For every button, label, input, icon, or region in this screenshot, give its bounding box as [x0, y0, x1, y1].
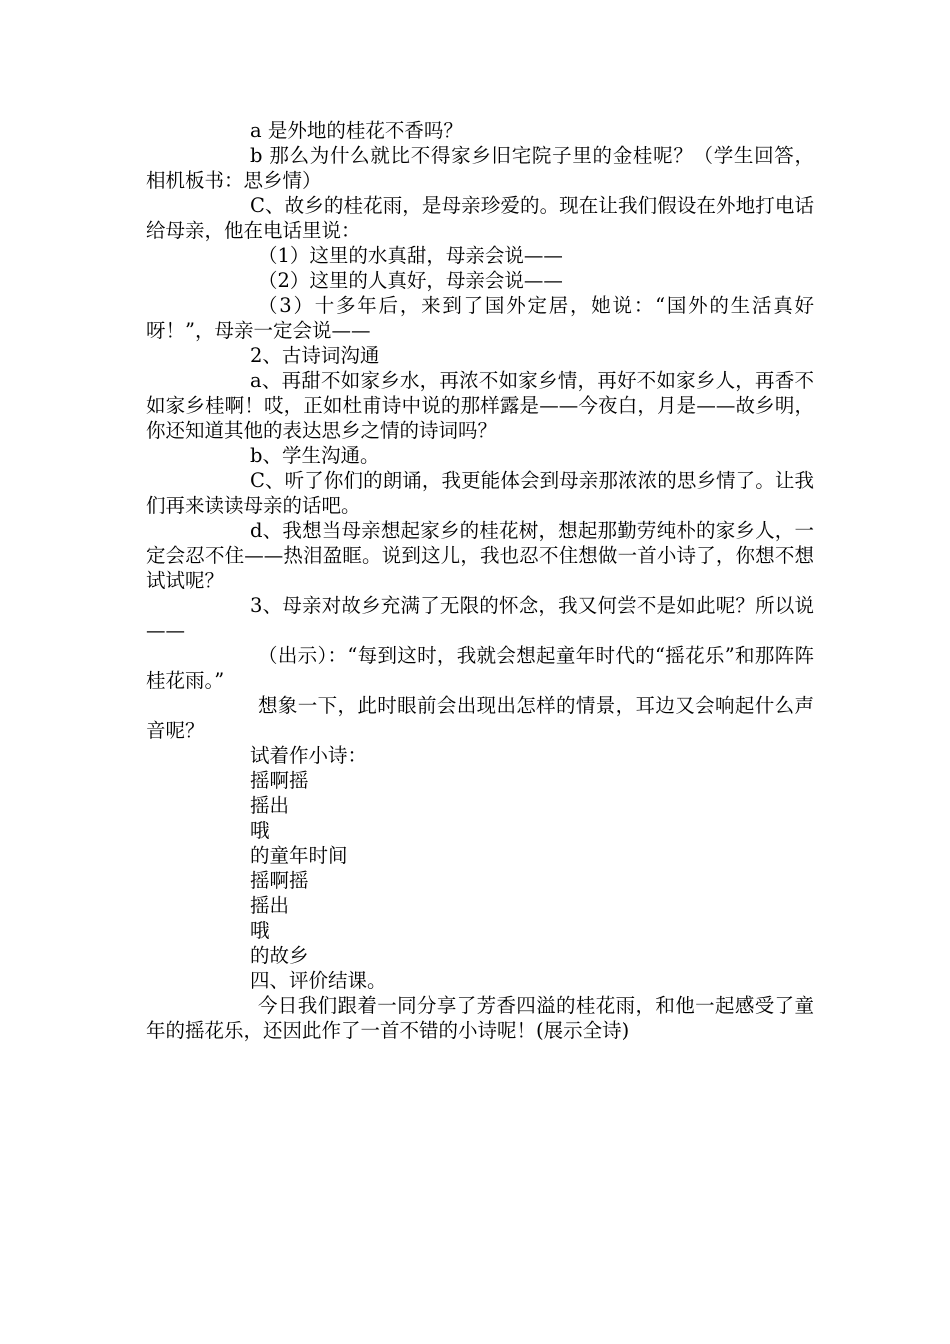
poem-line: 摇出	[250, 894, 290, 917]
poem-line: 试着作小诗：	[250, 744, 368, 767]
poem-line: 摇啊摇	[250, 869, 309, 892]
poem-line: 摇啊摇	[250, 769, 309, 792]
section-heading: 2、古诗词沟通	[250, 344, 380, 367]
poem-line: 摇出	[250, 794, 290, 817]
paragraph: b、学生沟通。	[250, 444, 380, 467]
paragraph: 想象一下，此时眼前会出现出怎样的情景，耳边又会响起什么声音呢？	[146, 694, 814, 742]
paragraph: C、听了你们的朗诵，我更能体会到母亲那浓浓的思乡情了。让我们再来读读母亲的话吧。	[146, 469, 814, 517]
paragraph: a、再甜不如家乡水，再浓不如家乡情，再好不如家乡人，再香不如家乡桂啊！哎，正如杜甫诗中说的那样露是——今夜白，月是——故乡明，你还知道其他的表达思乡之情的诗词吗？	[146, 369, 814, 442]
paragraph: a 是外地的桂花不香吗？	[250, 119, 463, 142]
paragraph: 3、母亲对故乡充满了无限的怀念，我又何尝不是如此呢？所以说——	[146, 594, 814, 642]
paragraph: C、故乡的桂花雨，是母亲珍爱的。现在让我们假设在外地打电话给母亲，他在电话里说：	[146, 194, 814, 242]
section-heading: 四、评价结课。	[250, 969, 387, 992]
poem-line: 的童年时间	[250, 844, 348, 867]
poem-line: 的故乡	[250, 944, 309, 967]
document-body	[146, 118, 814, 1043]
poem-line: 哦	[250, 919, 270, 942]
paragraph: （出示）：“每到这时，我就会想起童年时代的“摇花乐”和那阵阵桂花雨。”	[146, 644, 814, 692]
paragraph: （3）十多年后，来到了国外定居，她说：“国外的生活真好呀！”，母亲一定会说——	[146, 294, 814, 342]
paragraph: b 那么为什么就比不得家乡旧宅院子里的金桂呢？（学生回答，相机板书：思乡情）	[146, 144, 814, 192]
paragraph: （2）这里的人真好，母亲会说——	[258, 269, 563, 292]
paragraph: （1）这里的水真甜，母亲会说——	[258, 244, 563, 267]
closing-paragraph: 今日我们跟着一同分享了芳香四溢的桂花雨，和他一起感受了童年的摇花乐，还因此作了一首不错的小诗呢！(展示全诗)	[146, 994, 814, 1042]
paragraph: d、我想当母亲想起家乡的桂花树，想起那勤劳纯朴的家乡人，一定会忍不住——热泪盈眶。说到这儿，我也忍不住想做一首小诗了，你想不想试试呢？	[146, 519, 814, 592]
poem-line: 哦	[250, 819, 270, 842]
